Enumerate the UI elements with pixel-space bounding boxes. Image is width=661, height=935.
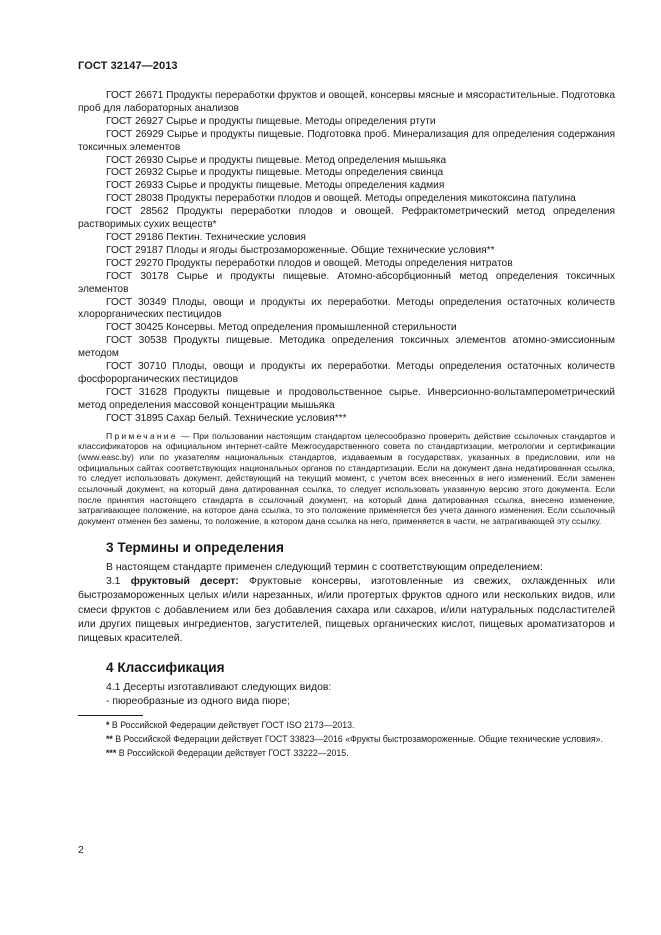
normative-references-list xyxy=(78,90,615,426)
reference-item: ГОСТ 26930 Сырье и продукты пищевые. Метод определения мышьяка xyxy=(106,154,447,166)
footnote-mark: *** xyxy=(106,748,117,759)
section-3-title: 3 Термины и определения xyxy=(106,539,284,555)
reference-item: ГОСТ 30425 Консервы. Метод определения промышленной стерильности xyxy=(106,322,457,334)
document-header: ГОСТ 32147—2013 xyxy=(78,60,178,72)
footnote xyxy=(78,734,615,745)
footnote-divider xyxy=(78,715,143,716)
reference-item: ГОСТ 26932 Сырье и продукты пищевые. Методы определения свинца xyxy=(106,167,444,179)
section-3-intro: В настоящем стандарте применен следующий термин с соответствующим определением: xyxy=(106,561,543,573)
footnote xyxy=(78,748,615,759)
term-number: 3.1 xyxy=(106,576,131,588)
reference-item: ГОСТ 28038 Продукты переработки плодов и овощей. Методы определения микотоксина патулина xyxy=(106,193,576,205)
reference-item: ГОСТ 26927 Сырье и продукты пищевые. Методы определения ртути xyxy=(106,115,436,127)
footnote-mark: * xyxy=(106,719,110,730)
references-note xyxy=(78,431,615,527)
reference-item: ГОСТ 30178 Сырье и продукты пищевые. Атомно-абсорбционный метод определения токсичных элементов xyxy=(78,270,615,295)
footnote-mark: ** xyxy=(106,733,113,744)
page-content xyxy=(78,90,615,763)
reference-item: ГОСТ 26929 Сырье и продукты пищевые. Подготовка проб. Минерализация для определения содержания токсичных элементов xyxy=(78,128,615,153)
reference-item: ГОСТ 30349 Плоды, овощи и продукты их переработки. Методы определения остаточных количеств хлорорганических пестицидов xyxy=(78,296,615,321)
classification-item: - пюреобразные из одного вида пюре; xyxy=(106,696,290,708)
page-number: 2 xyxy=(78,845,84,856)
reference-item: ГОСТ 30710 Плоды, овощи и продукты их переработки. Методы определения остаточных количеств фосфорорганических пестицидов xyxy=(78,361,615,385)
note-label: Примечание xyxy=(106,430,178,441)
reference-item: ГОСТ 30538 Продукты пищевые. Методика определения токсичных элементов атомно-эмиссионным методом xyxy=(78,335,615,360)
reference-item: ГОСТ 29186 Пектин. Технические условия xyxy=(106,231,306,243)
reference-item: ГОСТ 26671 Продукты переработки фруктов и овощей, консервы мясные и мясорастительные. Подготовка проб для лабораторных анализов xyxy=(78,90,615,114)
footnote-text: В Российской Федерации действует ГОСТ 33823—2016 «Фрукты быстрозамороженные. Общие технические условия». xyxy=(112,733,603,744)
section-4-title: 4 Классификация xyxy=(106,660,225,676)
footnote xyxy=(78,720,615,731)
footnotes xyxy=(78,720,615,760)
reference-item: ГОСТ 29187 Плоды и ягоды быстрозамороженные. Общие технические условия** xyxy=(106,244,495,256)
reference-item: ГОСТ 31628 Продукты пищевые и продовольственное сырье. Инверсионно-вольтамперометрический метод определения массовой концентрации мышьяка xyxy=(78,386,615,411)
note-text: — При пользовании настоящим стандартом целесообразно проверить действие ссылочных стандартов и классификаторов на официальном интернет-сайте Межгосударственного совета по стандартизации, метрологии и сертификации (www.easc.by) или по указателям национальных стандартов, издаваемым в государствах, указанных в предисловии, или на официальных сайтах соответствующих национальных органов по стандартизации. Если на документ дана недатированная ссылка, то следует использовать документ, действующий на текущий момент, с учетом всех внесенных в него изменений. Если заменен ссылочный документ, на который дана датированная ссылка, то следует использовать указанную версию этого документа. Если после принятия настоящего стандарта в ссылочный документ, на который дана датированная ссылка, внесено изменение, затрагивающее положение, на которое дана ссылка, то это положение применяется без учета данного изменения. Если ссылочный документ отменен без замены, то положение, в котором дана ссылка на него, применяется в части, не затрагивающей эту ссылку. xyxy=(78,430,615,527)
reference-item: ГОСТ 31895 Сахар белый. Технические условия*** xyxy=(106,412,347,424)
footnote-text: В Российской Федерации действует ГОСТ 33222—2015. xyxy=(116,748,349,759)
term-definition-paragraph xyxy=(78,575,615,646)
term-definition: Фруктовые консервы, изготовленные из свежих, охлажденных или быстрозамороженных целых и/или нарезанных, и/или протертых фруктов одного или нескольких видов, или смеси фруктов с добавлением или без добавления сахара или сахаров, и/или натуральных подсластителей или других пищевых ингредиентов, загустителей, пищевых органических кислот, пищевых ароматизаторов и пищевых красителей. xyxy=(78,576,615,644)
classification-item: 4.1 Десерты изготавливают следующих видов: xyxy=(106,682,332,694)
reference-item: ГОСТ 28562 Продукты переработки плодов и овощей. Рефрактометрический метод определения растворимых сухих веществ* xyxy=(78,206,615,231)
term-name: фруктовый десерт: xyxy=(130,576,239,588)
footnote-text: В Российской Федерации действует ГОСТ ISO 2173—2013. xyxy=(109,719,355,730)
reference-item: ГОСТ 26933 Сырье и продукты пищевые. Методы определения кадмия xyxy=(106,180,445,192)
reference-item: ГОСТ 29270 Продукты переработки плодов и овощей. Методы определения нитратов xyxy=(106,257,513,269)
